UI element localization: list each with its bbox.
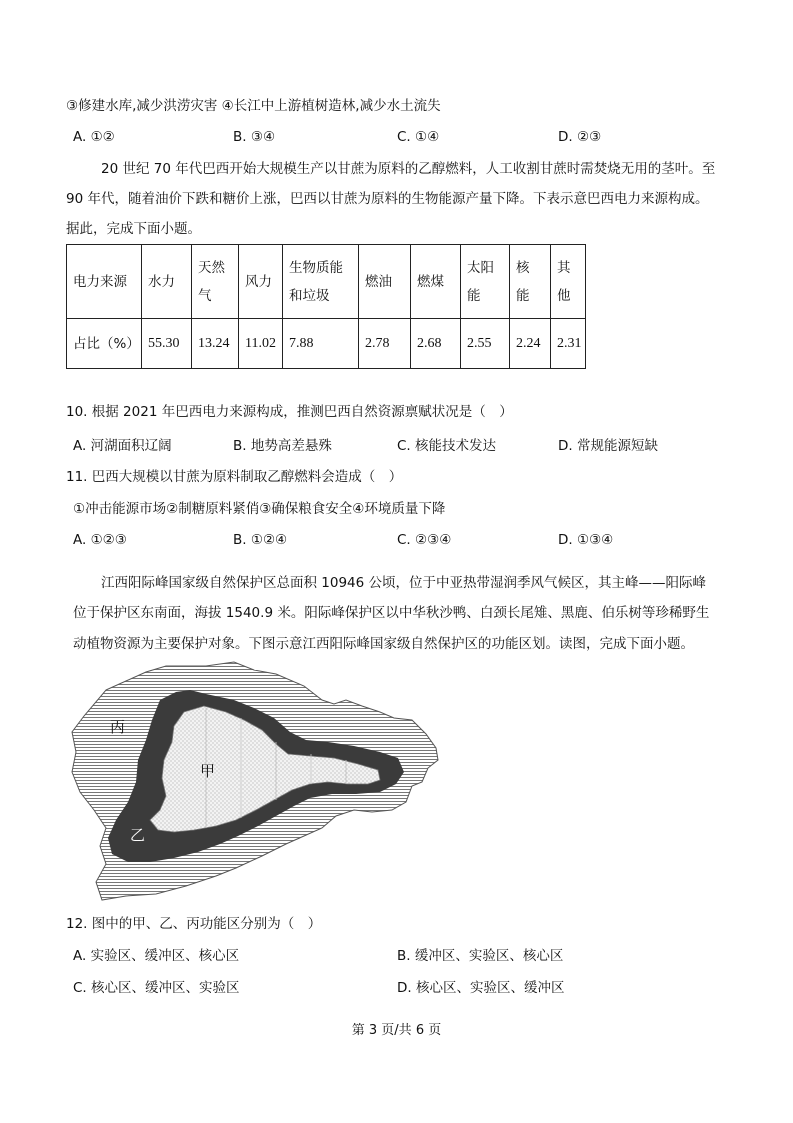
q11-stem: 11. 巴西大规模以甘蔗为原料制取乙醇燃料会造成（ ） xyxy=(66,469,403,485)
q11-choices-line: ①冲击能源市场②制糖原料紧俏③确保粮食安全④环境质量下降 xyxy=(73,501,446,517)
table-cell: 2.31 xyxy=(551,319,586,369)
table-header-row xyxy=(67,245,586,319)
brazil-para-line-1: 20 世纪 70 年代巴西开始大规模生产以甘蔗为原料的乙醇燃料，人工收割甘蔗时需焚烧无用的茎叶。至 xyxy=(101,161,716,177)
jiangxi-para-line-2: 位于保护区东南面，海拔 1540.9 米。阳际峰保护区以中华秋沙鸭、白颈长尾雉、黑鹿、伯乐树等珍稀野生 xyxy=(73,605,710,621)
brazil-para-line-2: 90 年代，随着油价下跌和糖价上涨，巴西以甘蔗为原料的生物能源产量下降。下表示意巴西电力来源构成。 xyxy=(66,191,709,207)
q10-option-a: A. 河湖面积辽阔 xyxy=(73,438,172,454)
table-cell: 2.55 xyxy=(461,319,510,369)
table-header-cell: 核 能 xyxy=(510,245,551,319)
q10-option-b: B. 地势高差悬殊 xyxy=(233,438,332,454)
reserve-zoning-map xyxy=(66,660,440,904)
power-source-table xyxy=(66,244,586,369)
map-label-yi: 乙 xyxy=(130,826,146,844)
q12-option-d: D. 核心区、实验区、缓冲区 xyxy=(397,980,565,996)
prev-option-c: C. ①④ xyxy=(397,129,440,145)
table-cell: 55.30 xyxy=(142,319,192,369)
q12-option-c: C. 核心区、缓冲区、实验区 xyxy=(73,980,240,996)
table-cell: 11.02 xyxy=(239,319,283,369)
jiangxi-para-line-1: 江西阳际峰国家级自然保护区总面积 10946 公顷，位于中亚热带湿润季风气候区，其主峰——阳际峰 xyxy=(101,575,707,591)
q10-option-c: C. 核能技术发达 xyxy=(397,438,497,454)
q11-option-b: B. ①②④ xyxy=(233,532,288,548)
prev-option-d: D. ②③ xyxy=(558,129,602,145)
q11-option-a: A. ①②③ xyxy=(73,532,127,548)
q11-option-d: D. ①③④ xyxy=(558,532,614,548)
map-label-bing: 丙 xyxy=(110,718,126,736)
q12-option-a: A. 实验区、缓冲区、核心区 xyxy=(73,948,240,964)
brazil-para-line-3: 据此，完成下面小题。 xyxy=(66,221,201,237)
q12-option-b: B. 缓冲区、实验区、核心区 xyxy=(397,948,564,964)
prev-option-a: A. ①② xyxy=(73,129,115,145)
table-header-cell: 太阳 能 xyxy=(461,245,510,319)
q11-option-c: C. ②③④ xyxy=(397,532,452,548)
table-cell: 2.68 xyxy=(411,319,461,369)
q10-stem: 10. 根据 2021 年巴西电力来源构成，推测巴西自然资源禀赋状况是（ ） xyxy=(66,404,513,420)
table-header-cell: 天然 气 xyxy=(192,245,239,319)
table-header-cell: 生物质能 和垃圾 xyxy=(283,245,359,319)
jiangxi-para-line-3: 动植物资源为主要保护对象。下图示意江西阳际峰国家级自然保护区的功能区划。读图，完成下面小题。 xyxy=(73,636,694,652)
table-header-cell: 水力 xyxy=(142,245,192,319)
table-header-cell: 燃油 xyxy=(359,245,411,319)
table-header-cell: 其 他 xyxy=(551,245,586,319)
page-footer: 第 3 页/共 6 页 xyxy=(351,1023,442,1038)
table-header-cell: 电力来源 xyxy=(67,245,142,319)
map-label-jia: 甲 xyxy=(200,762,216,780)
table-cell: 占比（%） xyxy=(67,319,142,369)
table-row xyxy=(67,319,586,369)
q10-option-d: D. 常规能源短缺 xyxy=(558,438,658,454)
table-cell: 2.78 xyxy=(359,319,411,369)
q12-stem: 12. 图中的甲、乙、丙功能区分别为（ ） xyxy=(66,916,322,932)
prev-option-b: B. ③④ xyxy=(233,129,276,145)
prev-question-line: ③修建水库,减少洪涝灾害 ④长江中上游植树造林,减少水土流失 xyxy=(66,98,441,114)
table-cell: 7.88 xyxy=(283,319,359,369)
table-cell: 2.24 xyxy=(510,319,551,369)
table-header-cell: 风力 xyxy=(239,245,283,319)
table-cell: 13.24 xyxy=(192,319,239,369)
table-header-cell: 燃煤 xyxy=(411,245,461,319)
